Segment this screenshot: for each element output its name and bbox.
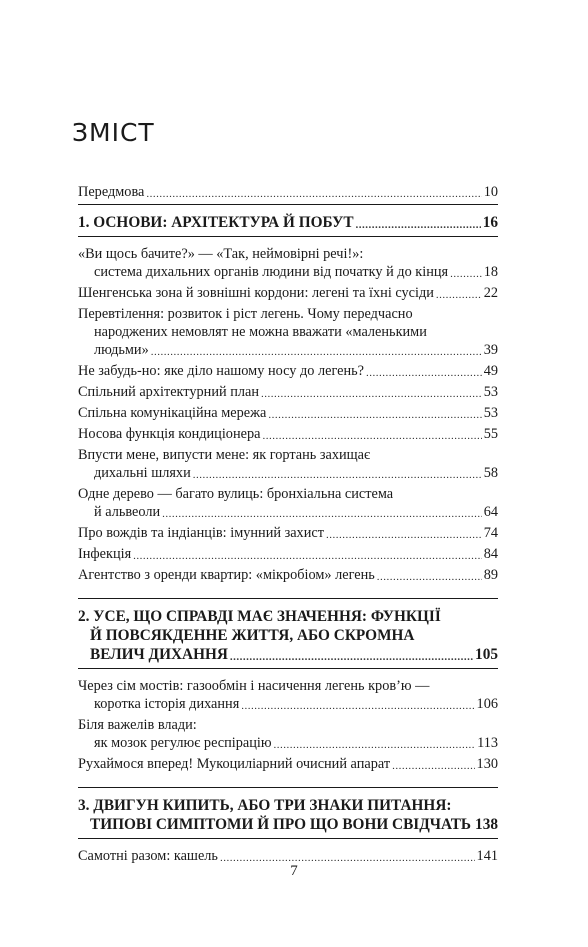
toc-entry[interactable] [78,284,498,302]
toc-entry[interactable] [78,404,498,422]
toc-page-number: 106 [476,696,498,712]
dot-leader [392,759,474,773]
contents-heading: ЗМІСТ [72,118,155,147]
toc-title-line: Спільна комунікаційна мережа [78,405,267,421]
toc-page-number: 105 [475,646,498,663]
toc-title-line: Інфекція [78,546,132,562]
toc-title-line: 2. УСЕ, ЩО СПРАВДІ МАЄ ЗНАЧЕННЯ: ФУНКЦІЇ [78,608,441,625]
toc-page-number: 74 [483,525,498,541]
toc-entry[interactable] [78,566,498,584]
toc-entry[interactable] [78,362,498,380]
toc-title-line: й альвеоли [94,504,161,520]
dot-leader [262,429,481,443]
toc-page-number: 53 [483,384,498,400]
toc-title-line: коротка історія дихання [94,696,240,712]
toc-page-number: 64 [483,504,498,520]
toc-title-line: Рухаймося вперед! Мукоциліарний очисний апарат [78,756,391,772]
toc-title-line: Самотні разом: кашель [78,848,218,864]
toc-title-line: як мозок регулює респірацію [94,735,272,751]
toc-entry[interactable] [78,755,498,773]
toc-title-line: 3. ДВИГУН КИПИТЬ, АБО ТРИ ЗНАКИ ПИТАННЯ: [78,797,452,814]
toc-title-line: Шенгенська зона й зовнішні кордони: легені та їхні сусіди [78,285,434,301]
toc-page-number: 113 [477,735,498,751]
toc-title-line: Перевтілення: розвиток і ріст легень. Чому передчасно [78,306,413,322]
toc-entry[interactable] [78,383,498,401]
toc-entry[interactable] [78,485,498,521]
toc-page-number: 49 [483,363,498,379]
toc-page-number: 10 [483,184,498,200]
toc-title-line: людьми» [94,342,149,358]
toc-page-number: 89 [483,567,498,583]
toc-page-number: 130 [476,756,498,772]
toc-page-number: 84 [483,546,498,562]
page-number: 7 [290,863,298,879]
toc-title-line: ТИПОВІ СИМПТОМИ Й ПРО ЩО ВОНИ СВІДЧАТЬ [90,816,472,833]
toc-entry[interactable] [78,305,498,359]
toc-title-line: Не забудь-но: яке діло нашому носу до легень? [78,363,365,379]
divider-rule [78,598,498,599]
toc-title-line: Впусти мене, випусти мене: як гортань захищає [78,447,371,463]
dot-leader [133,549,482,563]
dot-leader [268,408,481,422]
toc-chapter[interactable] [78,796,498,834]
toc-title-line: Біля важелів влади: [78,717,197,733]
toc-page-number: 16 [482,214,498,231]
dot-leader [193,468,482,482]
toc-entry[interactable] [78,677,498,713]
toc-title-line: система дихальних органів людини від початку й до кінця [94,264,449,280]
dot-leader [377,570,482,584]
toc-title-line: Носова функція кондиціонера [78,426,261,442]
dot-leader [366,366,482,380]
toc-title-line: Й ПОВСЯКДЕННЕ ЖИТТЯ, АБО СКРОМНА [90,627,415,644]
toc-chapter[interactable] [78,213,498,232]
toc-entry[interactable] [78,524,498,542]
dot-leader [261,387,482,401]
toc-page-number: 55 [483,426,498,442]
toc-title-line: 1. ОСНОВИ: АРХІТЕКТУРА Й ПОБУТ [78,214,354,231]
toc-title-line: Спільний архітектурний план [78,384,259,400]
toc-chapter[interactable] [78,607,498,664]
dot-leader [241,699,474,713]
dot-leader [274,738,476,752]
toc-entry[interactable] [78,716,498,752]
dot-leader [450,267,482,281]
toc-page-number: 18 [483,264,498,280]
toc-entry[interactable] [78,545,498,563]
dot-leader [162,507,482,521]
divider-rule [78,838,498,839]
toc-page-number: 39 [483,342,498,358]
toc-page-number: 22 [483,285,498,301]
toc-page-number: 53 [483,405,498,421]
toc-title-line: Через сім мостів: газообмін і насичення легень кров’ю — [78,678,430,694]
divider-rule [78,668,498,669]
toc-title-line: ВЕЛИЧ ДИХАННЯ [90,646,228,663]
toc-title-line: народжених немовлят не можна вважати «маленькими [94,324,427,340]
toc-title-line: «Ви щось бачите?» — «Так, неймовірні речі!»: [78,246,364,262]
toc-entry[interactable] [78,425,498,443]
toc-page-number: 58 [483,465,498,481]
dot-leader [151,345,482,359]
toc-title-line: Одне дерево — багато вулиць: бронхіальна система [78,486,394,502]
toc-entry[interactable] [78,183,498,201]
toc-page-number: 138 [475,816,498,833]
divider-rule [78,204,498,205]
table-of-contents [78,183,498,868]
toc-title-line: Передмова [78,184,145,200]
divider-rule [78,787,498,788]
dot-leader [436,288,482,302]
dot-leader [356,218,481,232]
divider-rule [78,236,498,237]
toc-entry[interactable] [78,245,498,281]
dot-leader [326,528,482,542]
toc-page-number: 141 [476,848,498,864]
toc-title-line: Про вождів та індіанців: імунний захист [78,525,324,541]
dot-leader [230,650,473,664]
dot-leader [146,187,481,201]
toc-title-line: Агентство з оренди квартир: «мікробіом» легень [78,567,375,583]
toc-title-line: дихальні шляхи [94,465,191,481]
toc-entry[interactable] [78,446,498,482]
